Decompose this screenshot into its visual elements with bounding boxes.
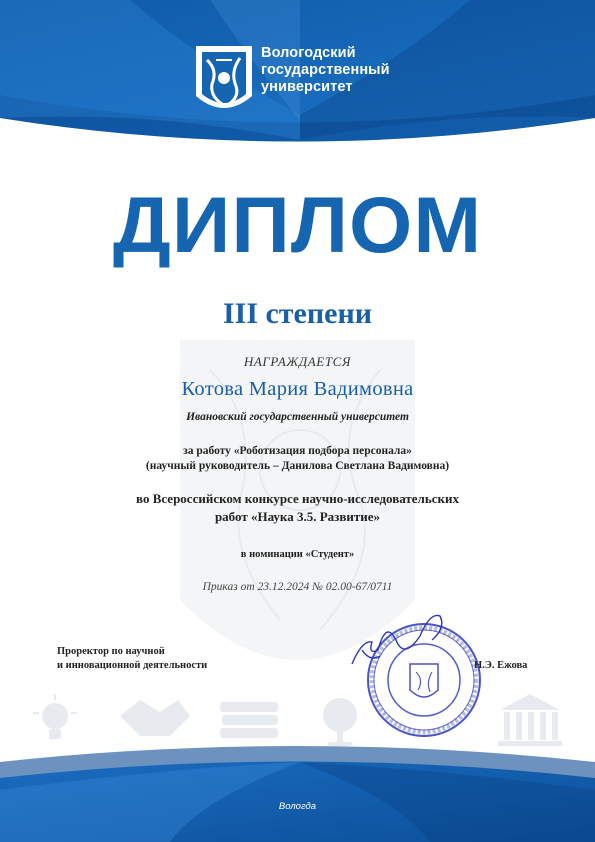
footer-city: Вологда — [278, 801, 317, 812]
bottom-banner — [0, 746, 595, 842]
signer-position-line-1: Проректор по научной — [57, 646, 165, 657]
supervisor-line: (научный руководитель – Данилова Светлана Вадимовна) — [145, 460, 450, 472]
contest-line-1: во Всероссийском конкурсе научно-исследовательских — [136, 491, 459, 506]
lightbulb-icon — [33, 694, 77, 739]
signer-position-line-2: и инновационной деятельности — [57, 660, 208, 671]
decor-icons-row — [33, 694, 562, 746]
recipient-name: Котова Мария Вадимовна — [181, 378, 414, 400]
order-reference: Приказ от 23.12.2024 № 02.00-67/0711 — [202, 581, 393, 593]
globe-icon — [323, 698, 357, 746]
university-name-line-3: университет — [261, 79, 353, 95]
diploma-degree: III степени — [222, 297, 373, 330]
diploma-title: ДИПЛОМ — [112, 180, 483, 269]
handshake-icon — [120, 700, 190, 736]
building-columns-icon — [498, 694, 562, 746]
work-title-line: за работу «Роботизация подбора персонала» — [183, 445, 412, 457]
university-emblem-icon — [196, 46, 252, 108]
nomination-line: в номинации «Студент» — [240, 549, 355, 560]
signer-name: Н.Э. Ежова — [474, 660, 528, 671]
university-name-line-2: государственный — [261, 62, 390, 78]
contest-line-2: работ «Наука 3.5. Развитие» — [214, 509, 381, 524]
official-stamp — [368, 624, 480, 736]
university-name-line-1: Вологодский — [261, 45, 356, 61]
university-name — [261, 45, 390, 96]
recipient-institution: Ивановский государственный университет — [186, 411, 409, 423]
awarded-label: НАГРАЖДАЕТСЯ — [243, 354, 352, 369]
signer-position — [57, 645, 207, 673]
books-icon — [220, 702, 278, 738]
